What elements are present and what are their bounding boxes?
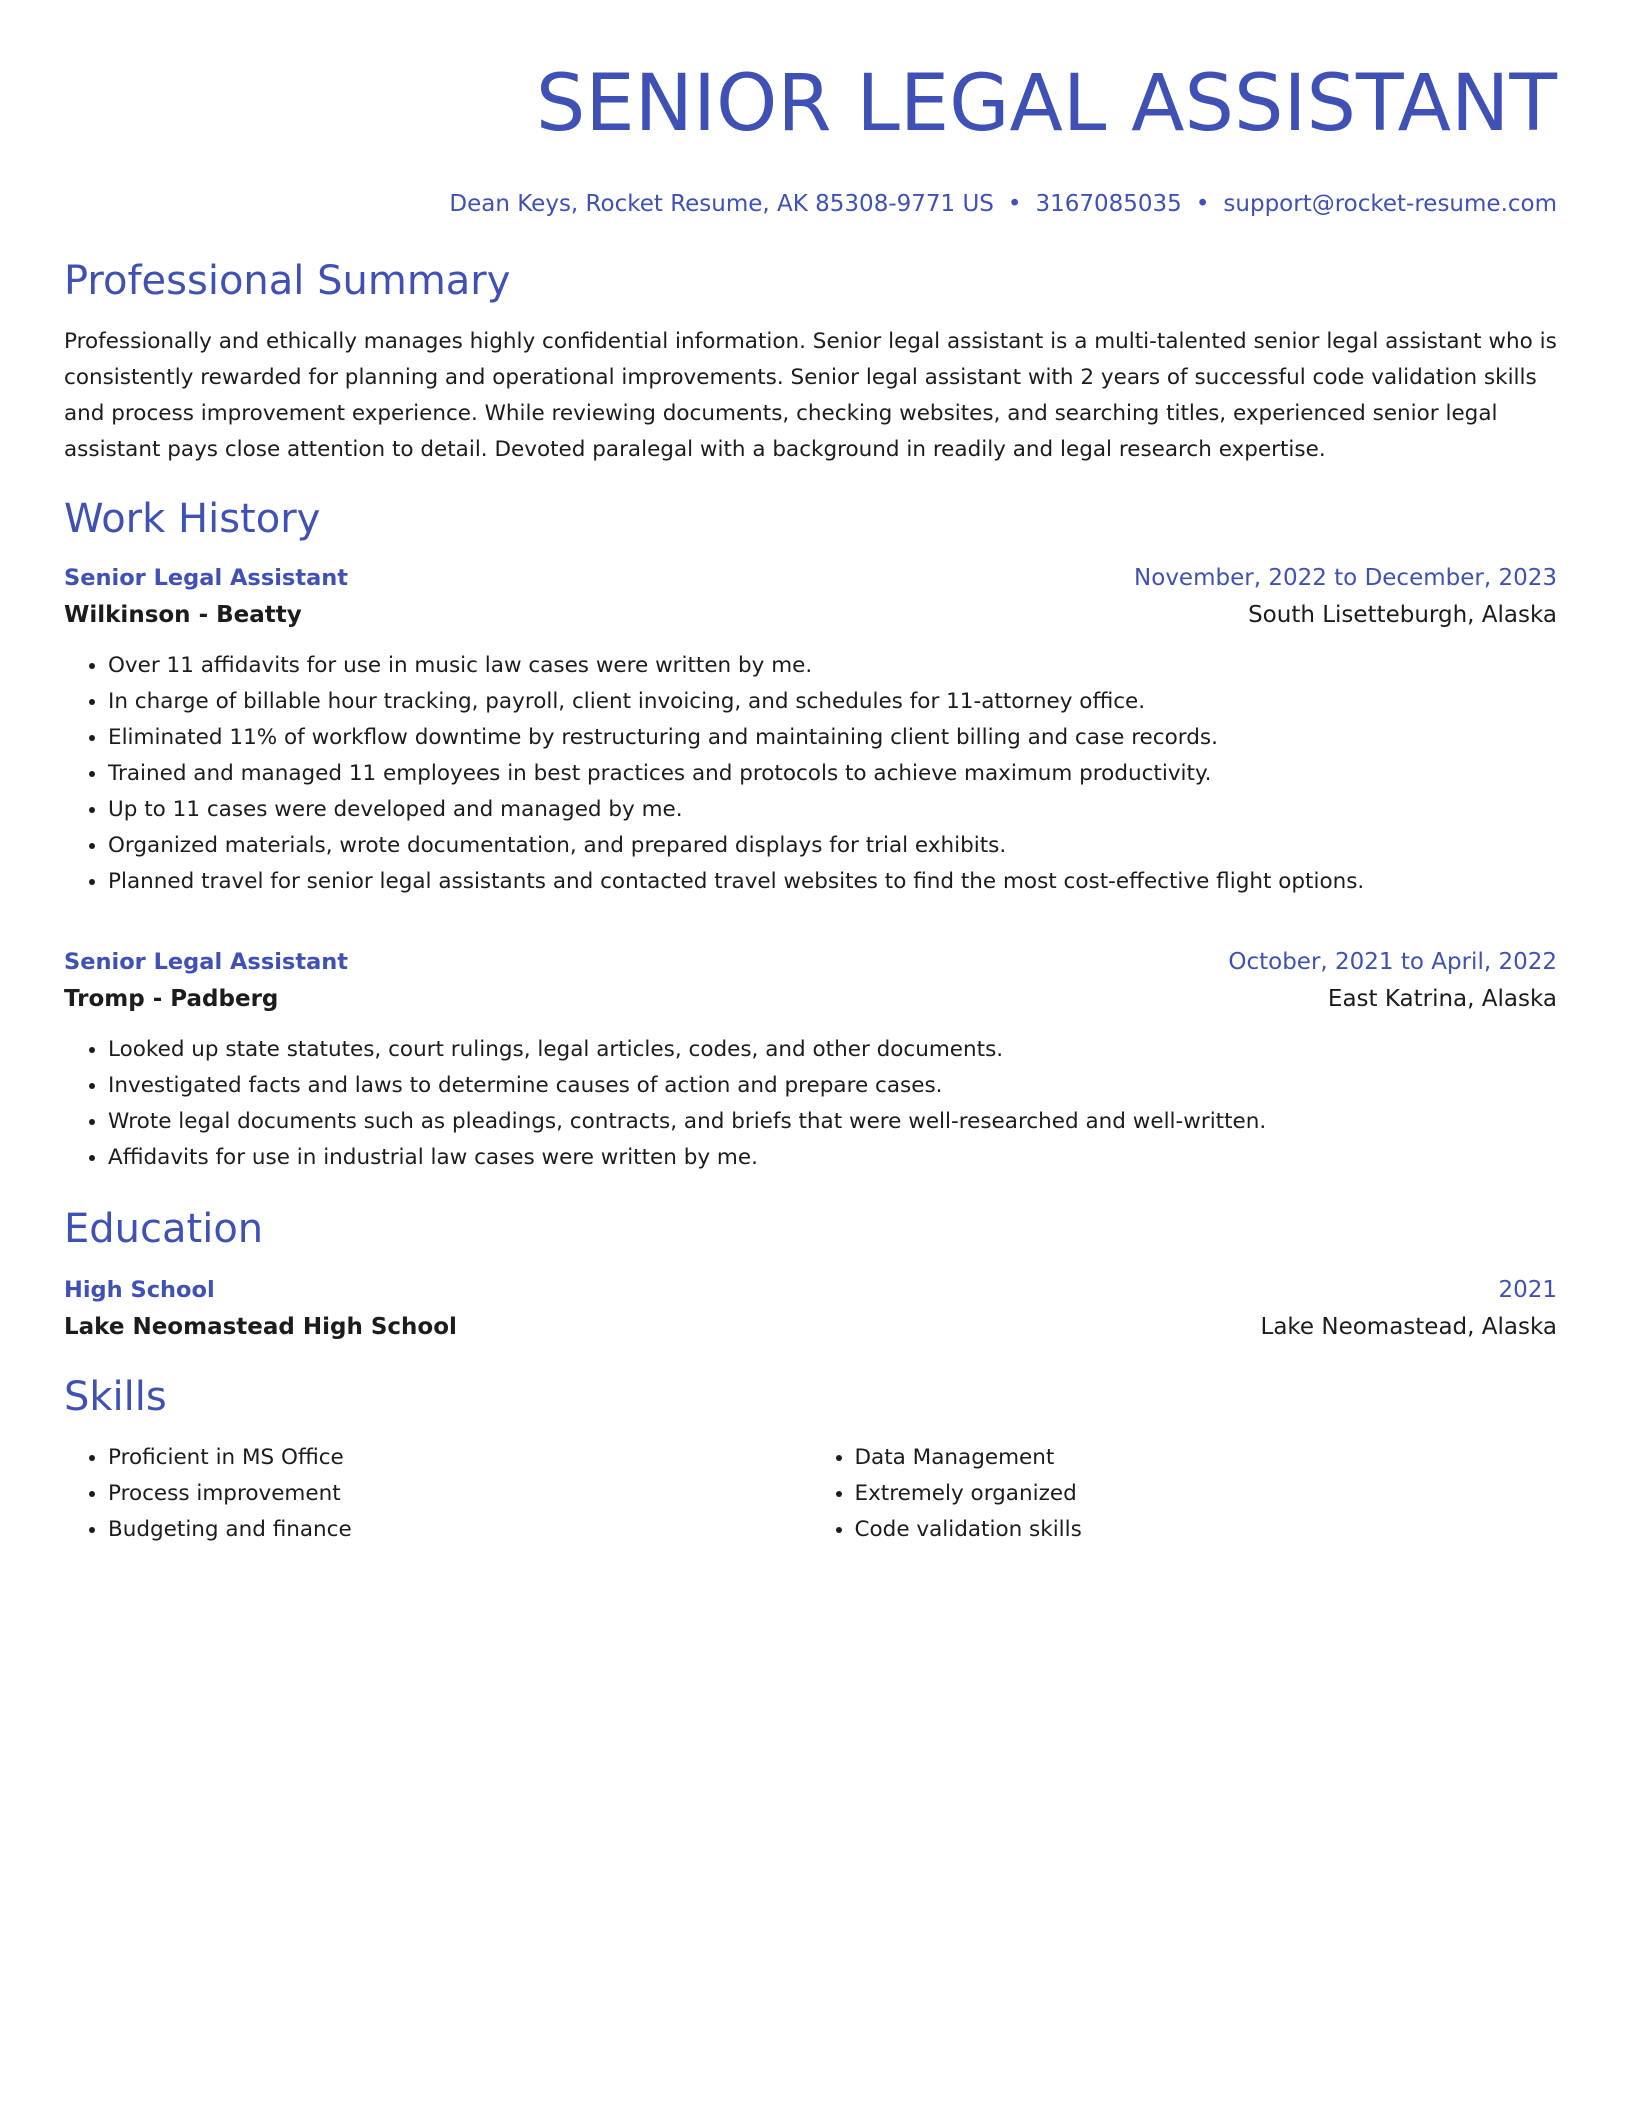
job-title: Senior Legal Assistant: [64, 949, 349, 975]
job-entry: [64, 560, 1557, 900]
skills-column-left: [64, 1440, 811, 1548]
job-employer: Tromp - Padberg: [64, 986, 279, 1012]
contact-phone: 3167085035: [1035, 191, 1182, 217]
job-dates: November, 2022 to December, 2023: [1134, 565, 1557, 591]
summary-paragraph: Professionally and ethically manages highly confidential information. Senior legal assistant is a multi-talented senior legal assistant who is consistently rewarded for planning and operational improvements. Senior legal assistant with 2 years of successful code validation skills and process improvement experience. While reviewing documents, checking websites, and searching titles, experienced senior legal assistant pays close attention to detail. Devoted paralegal with a background in readily and legal research expertise.: [64, 329, 1557, 462]
job-duties-list: [64, 648, 1557, 900]
skills-grid: [64, 1440, 1557, 1548]
job-title: Senior Legal Assistant: [64, 565, 349, 591]
skills-list: [64, 1440, 811, 1548]
job-duty: • In charge of billable hour tracking, payroll, client invoicing, and schedules for 11-attorney office.: [108, 684, 1557, 720]
job-duty: • Organized materials, wrote documentation, and prepared displays for trial exhibits.: [108, 828, 1557, 864]
resume-title: SENIOR LEGAL ASSISTANT: [535, 59, 1557, 149]
skill-item: • Extremely organized: [855, 1476, 1558, 1512]
education-degree: High School: [64, 1277, 215, 1303]
job-location: East Katrina, Alaska: [1327, 986, 1557, 1012]
skill-item: • Process improvement: [108, 1476, 811, 1512]
job-duties-list: [64, 1032, 1557, 1176]
job-entry: [64, 944, 1557, 1176]
job-duty: • Trained and managed 11 employees in best practices and protocols to achieve maximum productivity.: [108, 756, 1557, 792]
job-duty: • Looked up state statutes, court rulings, legal articles, codes, and other documents.: [108, 1032, 1557, 1068]
job-duty: • Up to 11 cases were developed and managed by me.: [108, 792, 1557, 828]
job-duty: • Eliminated 11% of workflow downtime by restructuring and maintaining client billing and case records.: [108, 720, 1557, 756]
resume-page: [64, 0, 1557, 1548]
section-heading-work-history: Work History: [64, 496, 321, 542]
contact-email: support@rocket-resume.com: [1223, 191, 1557, 217]
section-heading-skills: Skills: [64, 1374, 167, 1420]
skill-item: • Data Management: [855, 1440, 1558, 1476]
skills-column-right: [811, 1440, 1558, 1548]
contact-separator: •: [1007, 191, 1022, 217]
skills-list: [811, 1440, 1558, 1548]
skill-item: • Code validation skills: [855, 1512, 1558, 1548]
contact-separator: •: [1195, 191, 1210, 217]
education-location: Lake Neomastead, Alaska: [1260, 1314, 1557, 1340]
education-entry: [64, 1272, 1557, 1346]
contact-line: [64, 188, 1557, 220]
job-employer: Wilkinson - Beatty: [64, 602, 302, 628]
section-heading-summary: Professional Summary: [64, 258, 511, 304]
job-duty: • Planned travel for senior legal assistants and contacted travel websites to find the most cost-effective flight options.: [108, 864, 1557, 900]
section-heading-education: Education: [64, 1206, 264, 1252]
education-year: 2021: [1498, 1277, 1557, 1303]
skill-item: • Budgeting and finance: [108, 1512, 811, 1548]
job-duty: • Wrote legal documents such as pleadings, contracts, and briefs that were well-researched and well-written.: [108, 1104, 1557, 1140]
contact-address: Dean Keys, Rocket Resume, AK 85308-9771 US: [449, 191, 994, 217]
job-location: South Lisetteburgh, Alaska: [1248, 602, 1557, 628]
skill-item: • Proficient in MS Office: [108, 1440, 811, 1476]
job-duty: • Affidavits for use in industrial law cases were written by me.: [108, 1140, 1557, 1176]
education-school: Lake Neomastead High School: [64, 1314, 457, 1340]
job-duty: • Over 11 affidavits for use in music law cases were written by me.: [108, 648, 1557, 684]
resume-header: [64, 0, 1557, 220]
job-duty: • Investigated facts and laws to determine causes of action and prepare cases.: [108, 1068, 1557, 1104]
job-dates: October, 2021 to April, 2022: [1228, 949, 1557, 975]
